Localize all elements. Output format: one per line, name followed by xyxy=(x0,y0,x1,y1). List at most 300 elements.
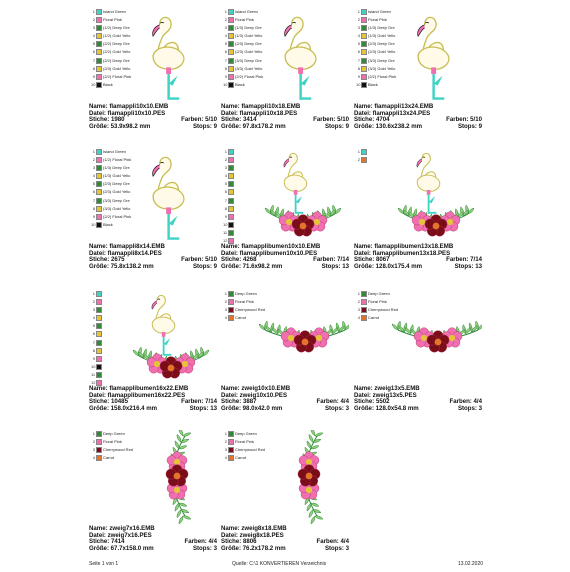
legend-row xyxy=(223,306,265,314)
legend-row xyxy=(91,355,103,363)
thread-swatch xyxy=(361,49,367,55)
color-count: Farben: 5/10 xyxy=(313,116,349,124)
color-count: Farben: 5/10 xyxy=(181,256,217,264)
design-record xyxy=(221,148,349,290)
design-record xyxy=(89,8,217,150)
legend-number: 9 xyxy=(92,73,95,79)
thread-swatch xyxy=(361,315,367,321)
legend-number: 5 xyxy=(92,181,95,187)
stop-count: Stops: 9 xyxy=(324,123,349,131)
design-thumbnail xyxy=(89,148,217,244)
thread-label: (2/3) Deep Gre xyxy=(368,41,395,47)
design-preview-art xyxy=(89,290,217,386)
legend-row xyxy=(91,48,131,56)
legend-number: 2 xyxy=(357,17,360,23)
legend-number: 1 xyxy=(92,9,95,14)
thread-swatch xyxy=(228,230,234,236)
legend-number: 6 xyxy=(224,49,227,55)
thread-label: Deep Green xyxy=(103,431,125,436)
legend-row xyxy=(91,16,131,24)
design-info xyxy=(221,386,349,413)
thread-swatch xyxy=(361,9,367,15)
legend-number: 7 xyxy=(92,57,95,63)
legend-row xyxy=(356,213,368,221)
legend-row xyxy=(356,57,396,65)
legend-row xyxy=(223,172,235,180)
legend-number: 2 xyxy=(92,439,95,445)
thread-label: Carrot xyxy=(103,455,115,461)
legend-row xyxy=(91,180,131,188)
thread-swatch xyxy=(96,323,102,329)
thread-label: Deep Green xyxy=(235,431,257,436)
thread-swatch xyxy=(361,157,367,163)
legend-row xyxy=(223,65,263,73)
legend-number: 3 xyxy=(92,307,95,313)
color-count: Farben: 7/14 xyxy=(446,256,482,264)
design-file: Datei: flamappli10x18.PES xyxy=(221,109,298,117)
legend-number: 4 xyxy=(357,33,360,39)
thread-label: Floral Pink xyxy=(103,17,122,23)
legend-number: 6 xyxy=(357,49,360,55)
thread-swatch xyxy=(96,439,102,445)
design-name: Name: zweig13x5.EMB xyxy=(354,385,420,392)
legend-number: 4 xyxy=(224,315,227,321)
legend-row xyxy=(91,40,131,48)
design-name: Name: zweig7x16.EMB xyxy=(89,525,155,532)
legend-row xyxy=(223,48,263,56)
thread-label: (1/2) Gold Yello xyxy=(103,33,131,39)
legend-row xyxy=(356,65,396,73)
thread-swatch xyxy=(96,173,102,179)
design-name: Name: flamappli10x18.EMB xyxy=(221,103,301,110)
legend-row xyxy=(91,32,131,40)
thread-label: Island Green xyxy=(103,149,126,154)
thread-label: (2/3) Deep Gre xyxy=(103,181,130,187)
legend-row xyxy=(91,213,131,221)
thread-swatch xyxy=(228,9,234,15)
legend-number: 2 xyxy=(224,157,227,163)
thread-swatch xyxy=(96,291,102,297)
thread-label: Cherrywood Red xyxy=(235,447,266,453)
design-file: Datei: zweig7x16.PES xyxy=(89,531,152,539)
legend-number: 3 xyxy=(224,165,227,171)
thread-swatch xyxy=(96,49,102,55)
legend-number: 7 xyxy=(92,197,95,203)
design-file: Datei: flamappli13x24.PES xyxy=(354,109,431,117)
legend-row xyxy=(356,298,398,306)
stitch-count: Stiche: 10485 xyxy=(89,398,128,406)
stop-count: Stops: 3 xyxy=(192,545,217,553)
legend-row xyxy=(91,347,103,355)
legend-row xyxy=(223,221,235,229)
design-thumbnail xyxy=(89,290,217,386)
thread-swatch xyxy=(96,58,102,64)
stitch-count: Stiche: 3414 xyxy=(221,116,257,124)
thread-label: (3/3) Deep Gre xyxy=(235,57,262,63)
design-name: Name: flamapplibumen10x10.EMB xyxy=(221,243,321,250)
thread-swatch xyxy=(361,66,367,72)
thread-swatch xyxy=(228,25,234,31)
thread-label: Floral Pink xyxy=(235,299,254,305)
legend-number: 10 xyxy=(223,81,228,87)
thread-swatch xyxy=(228,214,234,220)
legend-row xyxy=(91,314,103,322)
legend-number: 4 xyxy=(92,33,95,39)
thread-swatch xyxy=(361,149,367,155)
thread-swatch xyxy=(96,222,102,228)
legend-number: 7 xyxy=(224,57,227,63)
legend-row xyxy=(91,65,131,73)
footer-date: 13.02.2020 xyxy=(458,561,484,567)
stitch-count: Stiche: 3887 xyxy=(221,398,257,406)
design-size: Größe: 67.7x158.0 mm xyxy=(89,545,154,553)
legend-number: 8 xyxy=(224,205,227,211)
design-info xyxy=(89,526,217,553)
design-size: Größe: 71.6x98.2 mm xyxy=(221,263,283,271)
legend-row xyxy=(91,290,103,298)
thread-label: Carrot xyxy=(235,315,247,321)
legend-number: 3 xyxy=(357,25,360,31)
thread-swatch xyxy=(228,41,234,47)
legend-number: 1 xyxy=(224,291,227,296)
thread-color-legend xyxy=(223,8,263,89)
legend-number: 10 xyxy=(91,221,96,227)
design-size: Größe: 158.0x216.4 mm xyxy=(89,405,158,413)
legend-number: 6 xyxy=(92,189,95,195)
thread-swatch xyxy=(228,58,234,64)
stop-count: Stops: 3 xyxy=(457,405,482,413)
legend-number: 7 xyxy=(224,197,227,203)
thread-label: (2/3) Gold Yello xyxy=(103,189,131,195)
legend-number: 1 xyxy=(224,431,227,436)
thread-label: Cherrywood Red xyxy=(235,307,266,313)
thread-swatch xyxy=(96,17,102,23)
legend-row xyxy=(356,306,398,314)
thread-color-legend xyxy=(356,8,396,89)
legend-number: 3 xyxy=(224,307,227,313)
design-file: Datei: flamappli10x10.PES xyxy=(89,109,166,117)
legend-row xyxy=(91,24,131,32)
legend-row xyxy=(356,81,396,89)
design-record xyxy=(89,148,217,290)
design-info xyxy=(89,386,217,413)
legend-number: 1 xyxy=(92,149,95,154)
legend-row xyxy=(223,180,235,188)
thread-swatch xyxy=(96,189,102,195)
thread-swatch xyxy=(96,447,102,453)
thread-label: Floral Pink xyxy=(103,439,122,445)
legend-row xyxy=(223,197,235,205)
info-row xyxy=(221,546,349,553)
legend-row xyxy=(356,290,398,298)
stitch-count: Stiche: 7414 xyxy=(89,538,125,546)
thread-swatch xyxy=(96,307,102,313)
legend-number: 8 xyxy=(357,65,360,71)
legend-row xyxy=(223,164,235,172)
thread-color-legend xyxy=(356,290,398,322)
thread-label: (2/2) Floral Pink xyxy=(235,73,264,79)
legend-number: 8 xyxy=(92,347,95,353)
color-count: Farben: 7/14 xyxy=(181,398,217,406)
thread-swatch xyxy=(96,157,102,163)
design-info xyxy=(354,386,482,413)
legend-row xyxy=(91,172,131,180)
legend-number: 1 xyxy=(224,149,227,154)
thread-swatch xyxy=(96,299,102,305)
legend-row xyxy=(223,430,265,438)
legend-number: 7 xyxy=(92,339,95,345)
legend-number: 1 xyxy=(357,9,360,14)
legend-row xyxy=(223,24,263,32)
legend-number: 1 xyxy=(92,291,95,296)
stop-count: Stops: 3 xyxy=(324,545,349,553)
thread-label: (3/3) Deep Gre xyxy=(103,197,130,203)
design-thumbnail xyxy=(221,8,349,104)
thread-swatch xyxy=(228,447,234,453)
legend-number: 7 xyxy=(357,57,360,63)
thread-swatch xyxy=(361,17,367,23)
design-thumbnail xyxy=(221,430,349,526)
thread-label: (1/3) Deep Gre xyxy=(235,25,262,31)
thread-swatch xyxy=(228,181,234,187)
thread-swatch xyxy=(96,66,102,72)
legend-row xyxy=(356,48,396,56)
design-record xyxy=(354,8,482,150)
thread-swatch xyxy=(228,157,234,163)
legend-row xyxy=(91,57,131,65)
legend-number: 5 xyxy=(357,41,360,47)
stop-count: Stops: 13 xyxy=(321,263,349,271)
legend-row xyxy=(91,188,131,196)
thread-swatch xyxy=(96,41,102,47)
stop-count: Stops: 9 xyxy=(192,123,217,131)
thread-swatch xyxy=(96,431,102,437)
legend-row xyxy=(223,32,263,40)
design-info xyxy=(221,104,349,131)
legend-row xyxy=(356,172,368,180)
thread-swatch xyxy=(96,372,102,378)
thread-swatch xyxy=(361,82,367,88)
legend-number: 1 xyxy=(224,9,227,14)
thread-label: Island Green xyxy=(103,9,126,14)
thread-swatch xyxy=(228,165,234,171)
thread-swatch xyxy=(228,291,234,297)
thread-label: Island Green xyxy=(368,9,391,14)
legend-number: 10 xyxy=(91,81,96,87)
thread-swatch xyxy=(96,356,102,362)
design-thumbnail xyxy=(89,430,217,526)
legend-number: 11 xyxy=(91,371,96,377)
stitch-count: Stiche: 1980 xyxy=(89,116,125,124)
info-row xyxy=(354,124,482,131)
thread-color-legend xyxy=(223,430,265,462)
thread-label: (3/3) Gold Yello xyxy=(103,205,131,211)
thread-label: (2/2) Deep Gre xyxy=(103,57,130,63)
thread-swatch xyxy=(228,431,234,437)
legend-number: 6 xyxy=(92,49,95,55)
thread-label: (1/3) Gold Yello xyxy=(103,173,131,179)
design-info xyxy=(89,244,217,271)
legend-number: 3 xyxy=(224,25,227,31)
thread-label: (2/3) Gold Yello xyxy=(235,49,263,55)
legend-row xyxy=(356,148,368,156)
design-record xyxy=(354,290,482,432)
thread-swatch xyxy=(228,307,234,313)
info-row xyxy=(89,406,217,413)
thread-label: Deep Green xyxy=(368,291,390,296)
info-row xyxy=(221,264,349,271)
legend-row xyxy=(356,188,368,196)
design-size: Größe: 98.0x42.0 mm xyxy=(221,405,283,413)
legend-number: 2 xyxy=(92,17,95,23)
design-thumbnail xyxy=(354,148,482,244)
stop-count: Stops: 3 xyxy=(324,405,349,413)
legend-number: 6 xyxy=(224,189,227,195)
stop-count: Stops: 9 xyxy=(192,263,217,271)
thread-swatch xyxy=(361,58,367,64)
legend-row xyxy=(91,148,131,156)
info-row xyxy=(89,546,217,553)
legend-row xyxy=(356,221,368,229)
thread-label: Black xyxy=(103,81,113,87)
thread-label: Black xyxy=(368,81,378,87)
design-info xyxy=(221,244,349,271)
stitch-count: Stiche: 5502 xyxy=(354,398,390,406)
legend-number: 3 xyxy=(92,25,95,31)
stitch-count: Stiche: 4704 xyxy=(354,116,390,124)
legend-number: 1 xyxy=(357,291,360,296)
legend-number: 1 xyxy=(357,149,360,154)
design-file: Datei: zweig8x18.PES xyxy=(221,531,284,539)
thread-label: Floral Pink xyxy=(235,439,254,445)
legend-row xyxy=(223,8,263,16)
thread-label: Cherrywood Red xyxy=(103,447,134,453)
info-row xyxy=(221,124,349,131)
thread-swatch xyxy=(228,455,234,461)
legend-number: 4 xyxy=(224,33,227,39)
legend-number: 2 xyxy=(224,17,227,23)
legend-row xyxy=(223,213,235,221)
legend-number: 4 xyxy=(224,455,227,461)
legend-row xyxy=(223,148,235,156)
thread-label: (2/3) Gold Yello xyxy=(368,49,396,55)
design-info xyxy=(89,104,217,131)
thread-color-legend xyxy=(91,148,131,229)
thread-swatch xyxy=(96,74,102,80)
legend-row xyxy=(91,298,103,306)
thread-color-legend xyxy=(223,148,235,245)
info-row xyxy=(354,406,482,413)
thread-swatch xyxy=(361,299,367,305)
thread-swatch xyxy=(361,307,367,313)
legend-row xyxy=(223,446,265,454)
thread-color-legend xyxy=(356,148,368,245)
thread-label: Floral Pink xyxy=(368,17,387,23)
thread-swatch xyxy=(96,33,102,39)
legend-number: 4 xyxy=(92,173,95,179)
legend-row xyxy=(223,229,235,237)
design-record xyxy=(221,430,349,572)
thread-label: (1/2) Deep Gre xyxy=(103,25,130,31)
thread-swatch xyxy=(96,455,102,461)
legend-row xyxy=(356,229,368,237)
thread-swatch xyxy=(361,74,367,80)
design-file: Datei: flamapplibumen13x18.PES xyxy=(354,249,451,257)
legend-number: 5 xyxy=(224,181,227,187)
thread-swatch xyxy=(228,315,234,321)
legend-row xyxy=(91,197,131,205)
legend-number: 9 xyxy=(224,213,227,219)
thread-swatch xyxy=(228,206,234,212)
design-info xyxy=(354,244,482,271)
design-name: Name: zweig8x18.EMB xyxy=(221,525,287,532)
design-record xyxy=(89,290,217,432)
legend-row xyxy=(91,339,103,347)
thread-swatch xyxy=(228,173,234,179)
legend-row xyxy=(223,16,263,24)
footer-source: Quelle: C:\1 KONVERTIEREN Verzeichnis xyxy=(232,561,327,567)
stitch-count: Stiche: 2675 xyxy=(89,256,125,264)
thread-swatch xyxy=(96,82,102,88)
thread-label: (3/3) Gold Yello xyxy=(368,65,396,71)
design-file: Datei: zweig10x10.PES xyxy=(221,391,288,399)
legend-row xyxy=(356,314,398,322)
design-thumbnail xyxy=(89,8,217,104)
legend-number: 11 xyxy=(223,229,228,235)
thread-swatch xyxy=(96,206,102,212)
color-count: Farben: 5/10 xyxy=(181,116,217,124)
stop-count: Stops: 13 xyxy=(189,405,217,413)
legend-number: 2 xyxy=(92,157,95,163)
design-name: Name: zweig10x10.EMB xyxy=(221,385,291,392)
design-preview-art xyxy=(221,148,349,244)
thread-swatch xyxy=(96,9,102,15)
legend-number: 12 xyxy=(223,238,228,244)
design-record xyxy=(354,148,482,290)
design-thumbnail xyxy=(354,290,482,386)
legend-number: 10 xyxy=(223,221,228,227)
thread-label: (1/3) Gold Yello xyxy=(368,33,396,39)
legend-number: 3 xyxy=(357,307,360,313)
legend-row xyxy=(356,40,396,48)
thread-label: Carrot xyxy=(368,315,380,321)
legend-row xyxy=(91,438,133,446)
thread-swatch xyxy=(228,49,234,55)
thread-label: Deep Green xyxy=(235,291,257,296)
legend-row xyxy=(356,180,368,188)
legend-number: 4 xyxy=(92,455,95,461)
design-name: Name: flamapplibumen16x22.EMB xyxy=(89,385,189,392)
legend-number: 5 xyxy=(92,41,95,47)
legend-row xyxy=(356,24,396,32)
design-file: Datei: zweig13x5.PES xyxy=(354,391,417,399)
color-count: Farben: 4/4 xyxy=(449,398,482,406)
thread-swatch xyxy=(96,340,102,346)
thread-swatch xyxy=(228,82,234,88)
thread-color-legend xyxy=(91,430,133,462)
thread-swatch xyxy=(96,331,102,337)
thread-swatch xyxy=(96,165,102,171)
legend-row xyxy=(223,205,235,213)
legend-row xyxy=(91,306,103,314)
thread-color-legend xyxy=(223,290,265,322)
thread-swatch xyxy=(228,198,234,204)
thread-swatch xyxy=(228,439,234,445)
thread-label: (2/2) Floral Pink xyxy=(368,73,397,79)
thread-swatch xyxy=(96,315,102,321)
legend-number: 3 xyxy=(224,447,227,453)
legend-number: 4 xyxy=(357,315,360,321)
